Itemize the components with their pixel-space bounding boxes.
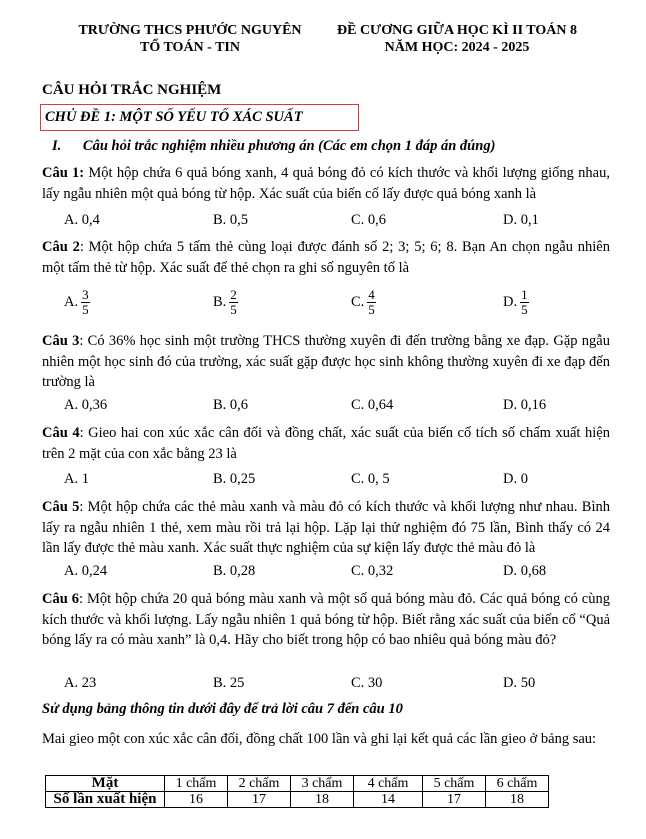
question-2 bbox=[42, 237, 610, 278]
option-d: D. 0,1 bbox=[503, 212, 539, 228]
table-cell: 18 bbox=[486, 792, 549, 808]
option-b: B. $\frac{2}{5}$ bbox=[213, 287, 237, 317]
question-label: Câu 6 bbox=[42, 591, 79, 607]
table-cell: 18 bbox=[291, 792, 354, 808]
option-b: B. 0,25 bbox=[213, 471, 256, 487]
option-b: B. 0,6 bbox=[213, 397, 249, 413]
topic-box bbox=[40, 104, 359, 131]
option-c: C. 0, 5 bbox=[351, 471, 390, 487]
table-cell: 5 chấm bbox=[423, 776, 486, 792]
table-cell: 4 chấm bbox=[354, 776, 423, 792]
table-cell: 14 bbox=[354, 792, 423, 808]
question-6 bbox=[42, 589, 610, 651]
option-d: D. 50 bbox=[503, 675, 536, 691]
document-title: ĐỀ CƯƠNG GIỮA HỌC KÌ II TOÁN 8 bbox=[337, 23, 577, 38]
question-label: Câu 1: bbox=[42, 165, 85, 181]
school-year: NĂM HỌC: 2024 - 2025 bbox=[384, 40, 530, 55]
fraction: $\frac{3}{5}$ bbox=[82, 287, 89, 317]
table-cell: 6 chấm bbox=[486, 776, 549, 792]
fraction: $\frac{1}{5}$ bbox=[521, 287, 528, 317]
question-text: : Có 36% học sinh một trường THCS thường xuyên đi đến trường bằng xe đạp. Gặp ngẫu nhiên một học sinh đó của trường, xác suất gặp được học sinh không thường xuyên đi xe đạp đến trường là bbox=[42, 333, 610, 390]
option-b: B. 0,28 bbox=[213, 563, 256, 579]
department-name: TỔ TOÁN - TIN bbox=[140, 40, 240, 55]
table-cell: 1 chấm bbox=[165, 776, 228, 792]
option-a: A. 0,24 bbox=[64, 563, 108, 579]
option-a: A. 0,4 bbox=[64, 212, 100, 228]
option-c: C. $\frac{4}{5}$ bbox=[351, 287, 375, 317]
option-d: D. 0,68 bbox=[503, 563, 547, 579]
option-d: D. 0,16 bbox=[503, 397, 547, 413]
topic-title: CHỦ ĐỀ 1: MỘT SỐ YẾU TỐ XÁC SUẤT bbox=[45, 109, 303, 125]
section-title: CÂU HỎI TRẮC NGHIỆM bbox=[42, 82, 222, 98]
school-name: TRƯỜNG THCS PHƯỚC NGUYÊN bbox=[78, 23, 302, 38]
question-text: : Một hộp chứa 20 quả bóng màu xanh và một số quả bóng màu đỏ. Các quả bóng có cùng kích thước và khối lượng. Lấy ngẫu nhiên 1 quả bóng từ hộp. Biết rằng xác suất của biến cố “Quả bóng lấy ra có màu xanh” là 0,4. Hãy cho biết trong hộp có bao nhiêu quả bóng màu đỏ? bbox=[42, 591, 611, 648]
question-4 bbox=[42, 423, 610, 464]
option-c: C. 0,64 bbox=[351, 397, 394, 413]
fraction: $\frac{4}{5}$ bbox=[368, 287, 375, 317]
part-title: Câu hỏi trắc nghiệm nhiều phương án (Các em chọn 1 đáp án đúng) bbox=[82, 138, 496, 154]
question-text: : Gieo hai con xúc xắc cân đối và đồng chất, xác suất của biến cố tích số chấm xuất hiện trên 2 mặt của con xắc bằng 23 là bbox=[42, 425, 610, 462]
part-number: I. bbox=[52, 138, 62, 154]
table-cell: 16 bbox=[165, 792, 228, 808]
table-instruction: Sử dụng bảng thông tin dưới đây để trả lời câu 7 đến câu 10 bbox=[42, 701, 403, 717]
row-header: Số lần xuất hiện bbox=[46, 792, 165, 808]
question-text: Một hộp chứa 6 quả bóng xanh, 4 quả bóng đỏ có kích thước và khối lượng giống nhau, lấy ngẫu nhiên một quả bóng từ hộp. Xác suất của biến cố lấy được quả bóng xanh là bbox=[42, 165, 610, 202]
option-b: B. 0,5 bbox=[213, 212, 249, 228]
fraction: $\frac{2}{5}$ bbox=[230, 287, 237, 317]
table-description: Mai gieo một con xúc xắc cân đối, đồng chất 100 lần và ghi lại kết quả các lần gieo ở bảng sau: bbox=[42, 731, 597, 747]
table-cell: 17 bbox=[228, 792, 291, 808]
option-a: A. 0,36 bbox=[64, 397, 108, 413]
part-heading bbox=[52, 138, 495, 155]
option-d: D. $\frac{1}{5}$ bbox=[503, 287, 528, 317]
table-cell: 3 chấm bbox=[291, 776, 354, 792]
option-a: A. $\frac{3}{5}$ bbox=[64, 287, 89, 317]
option-c: C. 30 bbox=[351, 675, 383, 691]
question-label: Câu 4 bbox=[42, 425, 80, 441]
option-c: C. 0,6 bbox=[351, 212, 387, 228]
question-text: : Một hộp chứa các thẻ màu xanh và màu đỏ có kích thước và khối lượng như nhau. Bình lấy ra ngẫu nhiên 1 thẻ, xem màu rồi trả lại hộp. Lặp lại thử nghiệm đó 75 lần, Bình thấy có 24 lần lấy được thẻ màu xanh. Xác suất thực nghiệm của sự kiện lấy được thẻ màu đỏ là bbox=[42, 499, 610, 556]
option-c: C. 0,32 bbox=[351, 563, 394, 579]
option-d: D. 0 bbox=[503, 471, 528, 487]
option-a: A. 1 bbox=[64, 471, 89, 487]
option-b: B. 25 bbox=[213, 675, 245, 691]
question-5 bbox=[42, 497, 610, 559]
question-label: Câu 2 bbox=[42, 239, 80, 255]
question-1 bbox=[42, 163, 610, 204]
row-header: Mặt bbox=[46, 776, 165, 792]
question-text: : Một hộp chứa 5 tấm thẻ cùng loại được đánh số 2; 3; 5; 6; 8. Bạn An chọn ngẫu nhiên một tấm thẻ từ hộp. Xác suất để thẻ chọn ra ghi số nguyên tố là bbox=[42, 239, 610, 276]
table-row bbox=[46, 776, 549, 792]
question-label: Câu 5 bbox=[42, 499, 80, 515]
table-cell: 17 bbox=[423, 792, 486, 808]
question-label: Câu 3 bbox=[42, 333, 80, 349]
question-3 bbox=[42, 331, 610, 393]
table-row bbox=[46, 792, 549, 808]
frequency-table bbox=[45, 775, 549, 808]
table-cell: 2 chấm bbox=[228, 776, 291, 792]
option-a: A. 23 bbox=[64, 675, 97, 691]
